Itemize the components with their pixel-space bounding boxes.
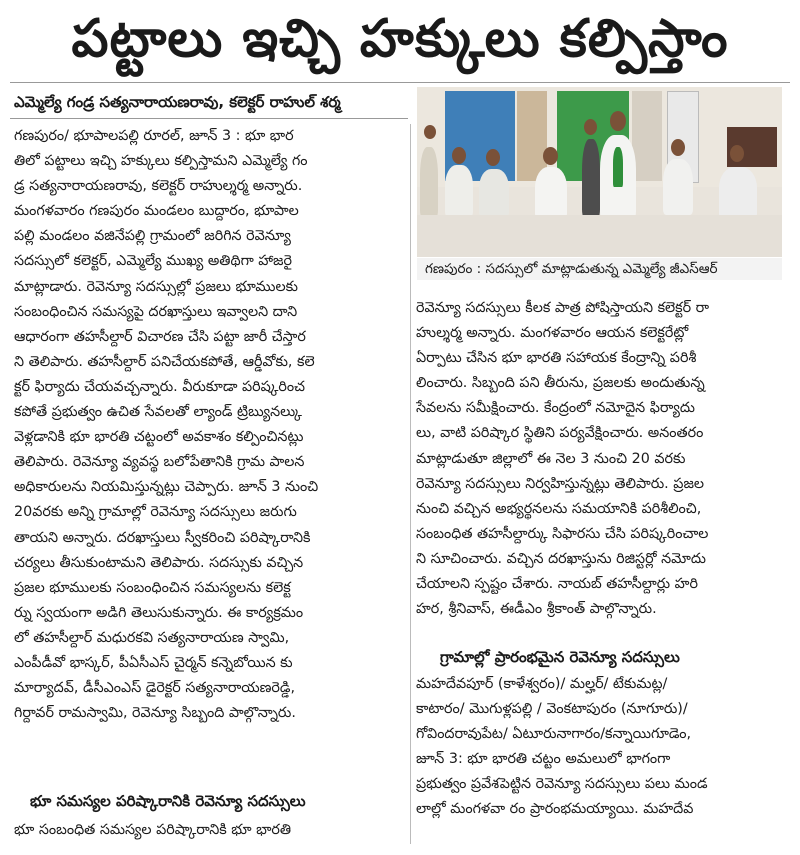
article-line: కపోతే ప్రభుత్వం ఉచిత సేవలతో ల్యాండ్ ట్రిబ్యునల్కు — [14, 404, 302, 421]
article-line: 20వరకు అన్ని గ్రామాల్లో రెవెన్యూ సదస్సులు జరుగు — [14, 504, 297, 521]
article-line: లాల్లో మంగళవా రం ప్రారంభమయ్యాయి. మహదేవ — [416, 801, 694, 818]
article-line: హుల్శర్మ అన్నారు. మంగళవారం ఆయన కలెక్టరేట్లో — [416, 325, 689, 342]
article-line: పల్లి మండలం వజినేపల్లి గ్రామంలో జరిగిన రెవెన్యూ — [14, 228, 291, 245]
article-line: లో తహసీల్దార్ మధురకవి సత్యనారాయణ స్వామి, — [14, 629, 290, 646]
article-line: అధికారులను నియమిస్తున్నట్లు చెప్పారు. జూన్ 3 నుంచి — [14, 479, 319, 496]
photo-caption: గణపురం : సదస్సులో మాట్లాడుతున్న ఎమ్మెల్యే జీఎస్ఆర్ — [417, 258, 782, 280]
article-line: చర్యలు తీసుకుంటామని తెలిపారు. సదస్సుకు వచ్చిన — [14, 554, 304, 571]
article-line: మార్యాదవ్, డీసీఎంఎస్ డైరెక్టర్ సత్యనారాయణరెడ్డి, — [14, 680, 296, 697]
article-line: తిలో పట్టాలు ఇచ్చి హక్కులు కల్పిస్తామని ఎమ్మెల్యే గం — [14, 153, 308, 170]
article-line: రెవెన్యూ సదస్సులు నిర్వహిస్తున్నట్లు తెలిపారు. ప్రజల — [416, 475, 705, 492]
article-line: కాటారం/ మొగుళ్లపల్లి / వెంకటాపురం (నూగూరు)/ — [416, 701, 688, 718]
article-line: నుంచి వచ్చిన అభ్యర్థనలను సమయానికి పరిశీలించి, — [416, 500, 702, 517]
article-line: లించారు. సిబ్బంది పని తీరును, ప్రజలకు అందుతున్న — [416, 375, 705, 392]
article-line: ని సూచించారు. వచ్చిన దరఖాస్తును రిజిస్టర్లో నమోదు — [416, 550, 706, 567]
article-line: హర, శ్రీనివాస్, ఈడీఎం శ్రీకాంత్ పాల్గొన్నారు. — [416, 601, 657, 618]
article-line: గోవిందరావుపేట/ ఏటూరునాగారం/కన్నాయిగూడెం, — [416, 726, 692, 743]
article-line: ఏర్పాటు చేసిన భూ భారతి సహాయక కేంద్రాన్ని పరిశీ — [416, 350, 697, 367]
article-line: ఆధారంగా తహసీల్దార్ విచారణ చేసి పట్టా జారీ చేస్తార — [14, 328, 306, 345]
crosshead-2: గ్రామాల్లో ప్రారంభమైన రెవెన్యూ సదస్సులు — [440, 648, 680, 666]
article-line: రెవెన్యూ సదస్సులు కీలక పాత్ర పోషిస్తాయని కలెక్టర్ రా — [416, 300, 710, 316]
headline: పట్టాలు ఇచ్చి హక్కులు కల్పిస్తాం — [71, 9, 729, 69]
article-line: గిర్దావర్ రామస్వామి, రెవెన్యూ సిబ్బంది పాల్గొన్నారు. — [14, 705, 296, 722]
article-line: మాట్లాడారు. రెవెన్యూ సదస్సుల్లో ప్రజలు భూములకు — [14, 278, 298, 295]
article-line: భూ సంబంధిత సమస్యల పరిష్కారానికి భూ భారతి — [14, 822, 292, 838]
article-column-1-continued — [14, 818, 406, 843]
article-column-2 — [416, 296, 788, 622]
article-column-2-continued — [416, 672, 788, 823]
news-photo — [417, 87, 782, 257]
headline-rule — [10, 82, 790, 83]
article-line: లు, వాటి పరిష్కార స్థితిని పర్యవేక్షించారు. అనంతరం — [416, 425, 704, 442]
article-line: ఎంపీడీవో భాస్కర్, పీఏసీఎస్ చైర్మన్ కన్నెబోయిన కు — [14, 654, 293, 671]
article-line: తాయని అన్నారు. దరఖాస్తులు స్వీకరించి పరిష్కారానికి — [14, 529, 311, 546]
article-line: ప్రభుత్వం ప్రవేశపెట్టిన రెవెన్యూ సదస్సులు పలు మండ — [416, 776, 708, 793]
article-line: వెళ్లడానికి భూ భారతి చట్టంలో అవకాశం కల్పించినట్లు — [14, 429, 304, 446]
article-line: డ్ర సత్యనారాయణరావు, కలెక్టర్ రాహుల్శర్మ అన్నారు. — [14, 178, 303, 195]
article-line: సంబంధిత తహసీల్దార్కు సిఫారసు చేసి పరిష్కరించాల — [416, 525, 709, 542]
article-line: సంబంధించిన సమస్యపై దరఖాస్తులు ఇవ్వాలని దాని — [14, 303, 298, 320]
article-line: ని తెలిపారు. తహసీల్దార్ పనిచేయకపోతే, ఆర్డీవోకు, కలె — [14, 353, 315, 370]
article-line: మహదేవపూర్ (కాళేశ్వరం)/ మల్హర్/ టేకుమట్ల/ — [416, 676, 668, 692]
article-column-1 — [14, 124, 406, 726]
article-line: సేవలను సమీక్షించారు. కేంద్రంలో నమోదైన ఫిర్యాదు — [416, 400, 695, 417]
article-line: సదస్సులో కలెక్టర్, ఎమ్మెల్యే ముఖ్య అతిథిగా హాజరై — [14, 253, 292, 270]
article-line: ర్ను స్వయంగా అడిగి తెలుసుకున్నారు. ఈ కార్యక్రమం — [14, 604, 304, 621]
subheadline: ఎమ్మెల్యే గండ్ర సత్యనారాయణరావు, కలెక్టర్ రాహుల్ శర్మ — [14, 93, 341, 111]
article-line: గణపురం/ భూపాలపల్లి రూరల్, జూన్ 3 : భూ భార — [14, 128, 294, 144]
article-line: క్టర్ ఫిర్యాదు చేయవచ్చన్నారు. వీరుకూడా పరిష్కరించ — [14, 378, 306, 395]
crosshead-1: భూ సమస్యల పరిష్కారానికి రెవెన్యూ సదస్సులు — [30, 792, 306, 810]
article-line: మంగళవారం గణపురం మండలం బుద్దారం, భూపాల — [14, 203, 299, 220]
article-line: చేయాలని స్పష్టం చేశారు. నాయబ్ తహసీల్దార్లు హరి — [416, 576, 698, 593]
article-line: మాట్లాడుతూ జిల్లాలో ఈ నెల 3 నుంచి 20 వరకు — [416, 450, 686, 467]
column-divider — [410, 124, 411, 844]
article-line: ప్రజల భూములకు సంబంధించిన సమస్యలను కలెక్ట — [14, 579, 291, 596]
article-line: జూన్ 3: భూ భారతి చట్టం అమలులో భాగంగా — [416, 751, 671, 768]
subheadline-rule — [10, 118, 408, 119]
article-line: తెలిపారు. రెవెన్యూ వ్యవస్థ బలోపేతానికి గ్రామ పాలన — [14, 454, 305, 471]
